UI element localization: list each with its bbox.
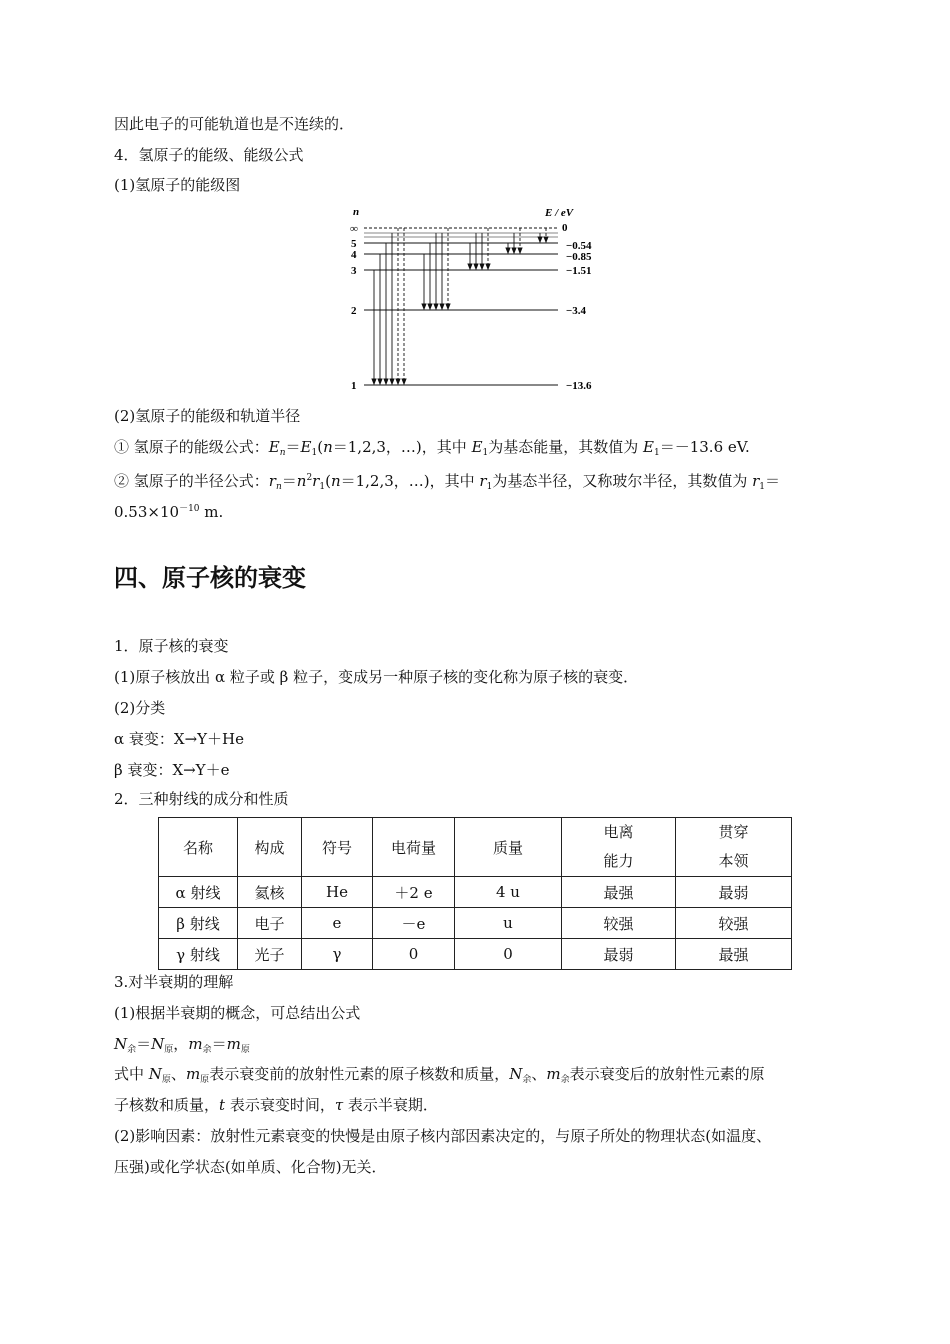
table-header: 构成 [238, 818, 302, 877]
halflife-p2a: (2)影响因素：放射性元素衰变的快慢是由原子核内部因素决定的，与原子所处的物理状态(如温度、 [114, 1127, 772, 1145]
level-inf-e: 0 [562, 222, 568, 234]
level-4-n: 4 [351, 249, 357, 261]
transition-arrowhead [384, 379, 388, 384]
table-header-row [159, 818, 792, 877]
radius-formula: ② 氢原子的半径公式：$r_n=n^2r_1(n=1,2,3$，…)，其中 $r_1$为基态半径，又称玻尔半径，其数值为 $r_1=$ [114, 472, 781, 492]
transition-arrowhead [428, 304, 432, 309]
energy-level-diagram [340, 203, 620, 393]
table-header: 质量 [455, 818, 562, 877]
table-header: 贯穿 本领 [676, 818, 792, 877]
transition-arrowhead [402, 379, 406, 384]
section4-title: 4．氢原子的能级、能级公式 [114, 146, 304, 164]
level-5-n: 5 [351, 238, 357, 250]
transition-arrowhead [506, 248, 510, 253]
transition-arrowhead [372, 379, 376, 384]
axis-n-label: n [353, 206, 360, 218]
halflife-s3: 3.对半衰期的理解 [114, 973, 234, 991]
level-2-e: −3.4 [566, 305, 587, 317]
level-inf-n: ∞ [350, 223, 358, 235]
decay-p2: (2)分类 [114, 699, 166, 717]
transition-arrowhead [390, 379, 394, 384]
level-2-n: 2 [351, 305, 357, 317]
table-row: α 射线 氦核 He ＋2 e 4 u 最强 最弱 [159, 877, 792, 908]
transition-arrowhead [474, 264, 478, 269]
level-3-n: 3 [351, 265, 357, 277]
transition-arrowhead [446, 304, 450, 309]
table-header: 符号 [302, 818, 373, 877]
table-row: γ 射线 光子 γ 0 0 最弱 最强 [159, 939, 792, 970]
halflife-expl2: 子核数和质量，t 表示衰变时间，τ 表示半衰期． [114, 1096, 438, 1114]
transition-arrowhead [544, 237, 548, 242]
transition-arrowhead [486, 264, 490, 269]
bohr-radius-value: $0.53\times 10^{-10}$ m. [114, 503, 224, 521]
table-row: β 射线 电子 e －e u 较强 较强 [159, 908, 792, 939]
beta-decay: β 衰变：X→Y＋e [114, 761, 230, 779]
decay-s2: 2．三种射线的成分和性质 [114, 790, 289, 808]
halflife-formula: $N_余=N_原$，$m_余=m_原$ [114, 1035, 250, 1055]
halflife-p1: (1)根据半衰期的概念，可总结出公式 [114, 1004, 361, 1022]
halflife-expl1: 式中 $N_原$、$m_原$表示衰变前的放射性元素的原子核数和质量，$N_余$、$m_余$表示衰变后的放射性元素的原 [114, 1065, 765, 1085]
level-4-e: −0.85 [566, 251, 592, 263]
decay-s1: 1．原子核的衰变 [114, 637, 229, 655]
section4-sub1: (1)氢原子的能级图 [114, 176, 241, 194]
decay-p1: (1)原子核放出 α 粒子或 β 粒子，变成另一种原子核的变化称为原子核的衰变． [114, 668, 639, 686]
transition-arrowhead [512, 248, 516, 253]
section-heading-decay: 四、原子核的衰变 [114, 564, 306, 592]
level-5-e: −0.54 [566, 240, 592, 252]
transition-arrowhead [440, 304, 444, 309]
table-header: 电离 能力 [562, 818, 676, 877]
level-3-e: −1.51 [566, 265, 592, 277]
transition-arrowhead [434, 304, 438, 309]
intro-text: 因此电子的可能轨道也是不连续的． [114, 115, 355, 133]
transition-arrowhead [480, 264, 484, 269]
section4-sub2: (2)氢原子的能级和轨道半径 [114, 407, 301, 425]
transition-arrowhead [396, 379, 400, 384]
alpha-decay: α 衰变：X→Y＋He [114, 730, 245, 748]
axis-e-label: E / eV [545, 207, 574, 219]
transition-arrowhead [422, 304, 426, 309]
energy-formula: ① 氢原子的能级公式：$E_n=E_1(n=1,2,3$，…)，其中 $E_1$为基态能量，其数值为 $E_1=-13.6$ eV. [114, 438, 750, 458]
transition-arrowhead [538, 237, 542, 242]
level-1-e: −13.6 [566, 380, 592, 392]
transition-arrowhead [468, 264, 472, 269]
halflife-p2b: 压强)或化学状态(如单质、化合物)无关． [114, 1158, 387, 1176]
transition-arrowhead [378, 379, 382, 384]
radiation-table [158, 817, 792, 970]
table-header: 电荷量 [373, 818, 455, 877]
table-header: 名称 [159, 818, 238, 877]
level-1-n: 1 [351, 380, 357, 392]
transition-arrowhead [518, 248, 522, 253]
